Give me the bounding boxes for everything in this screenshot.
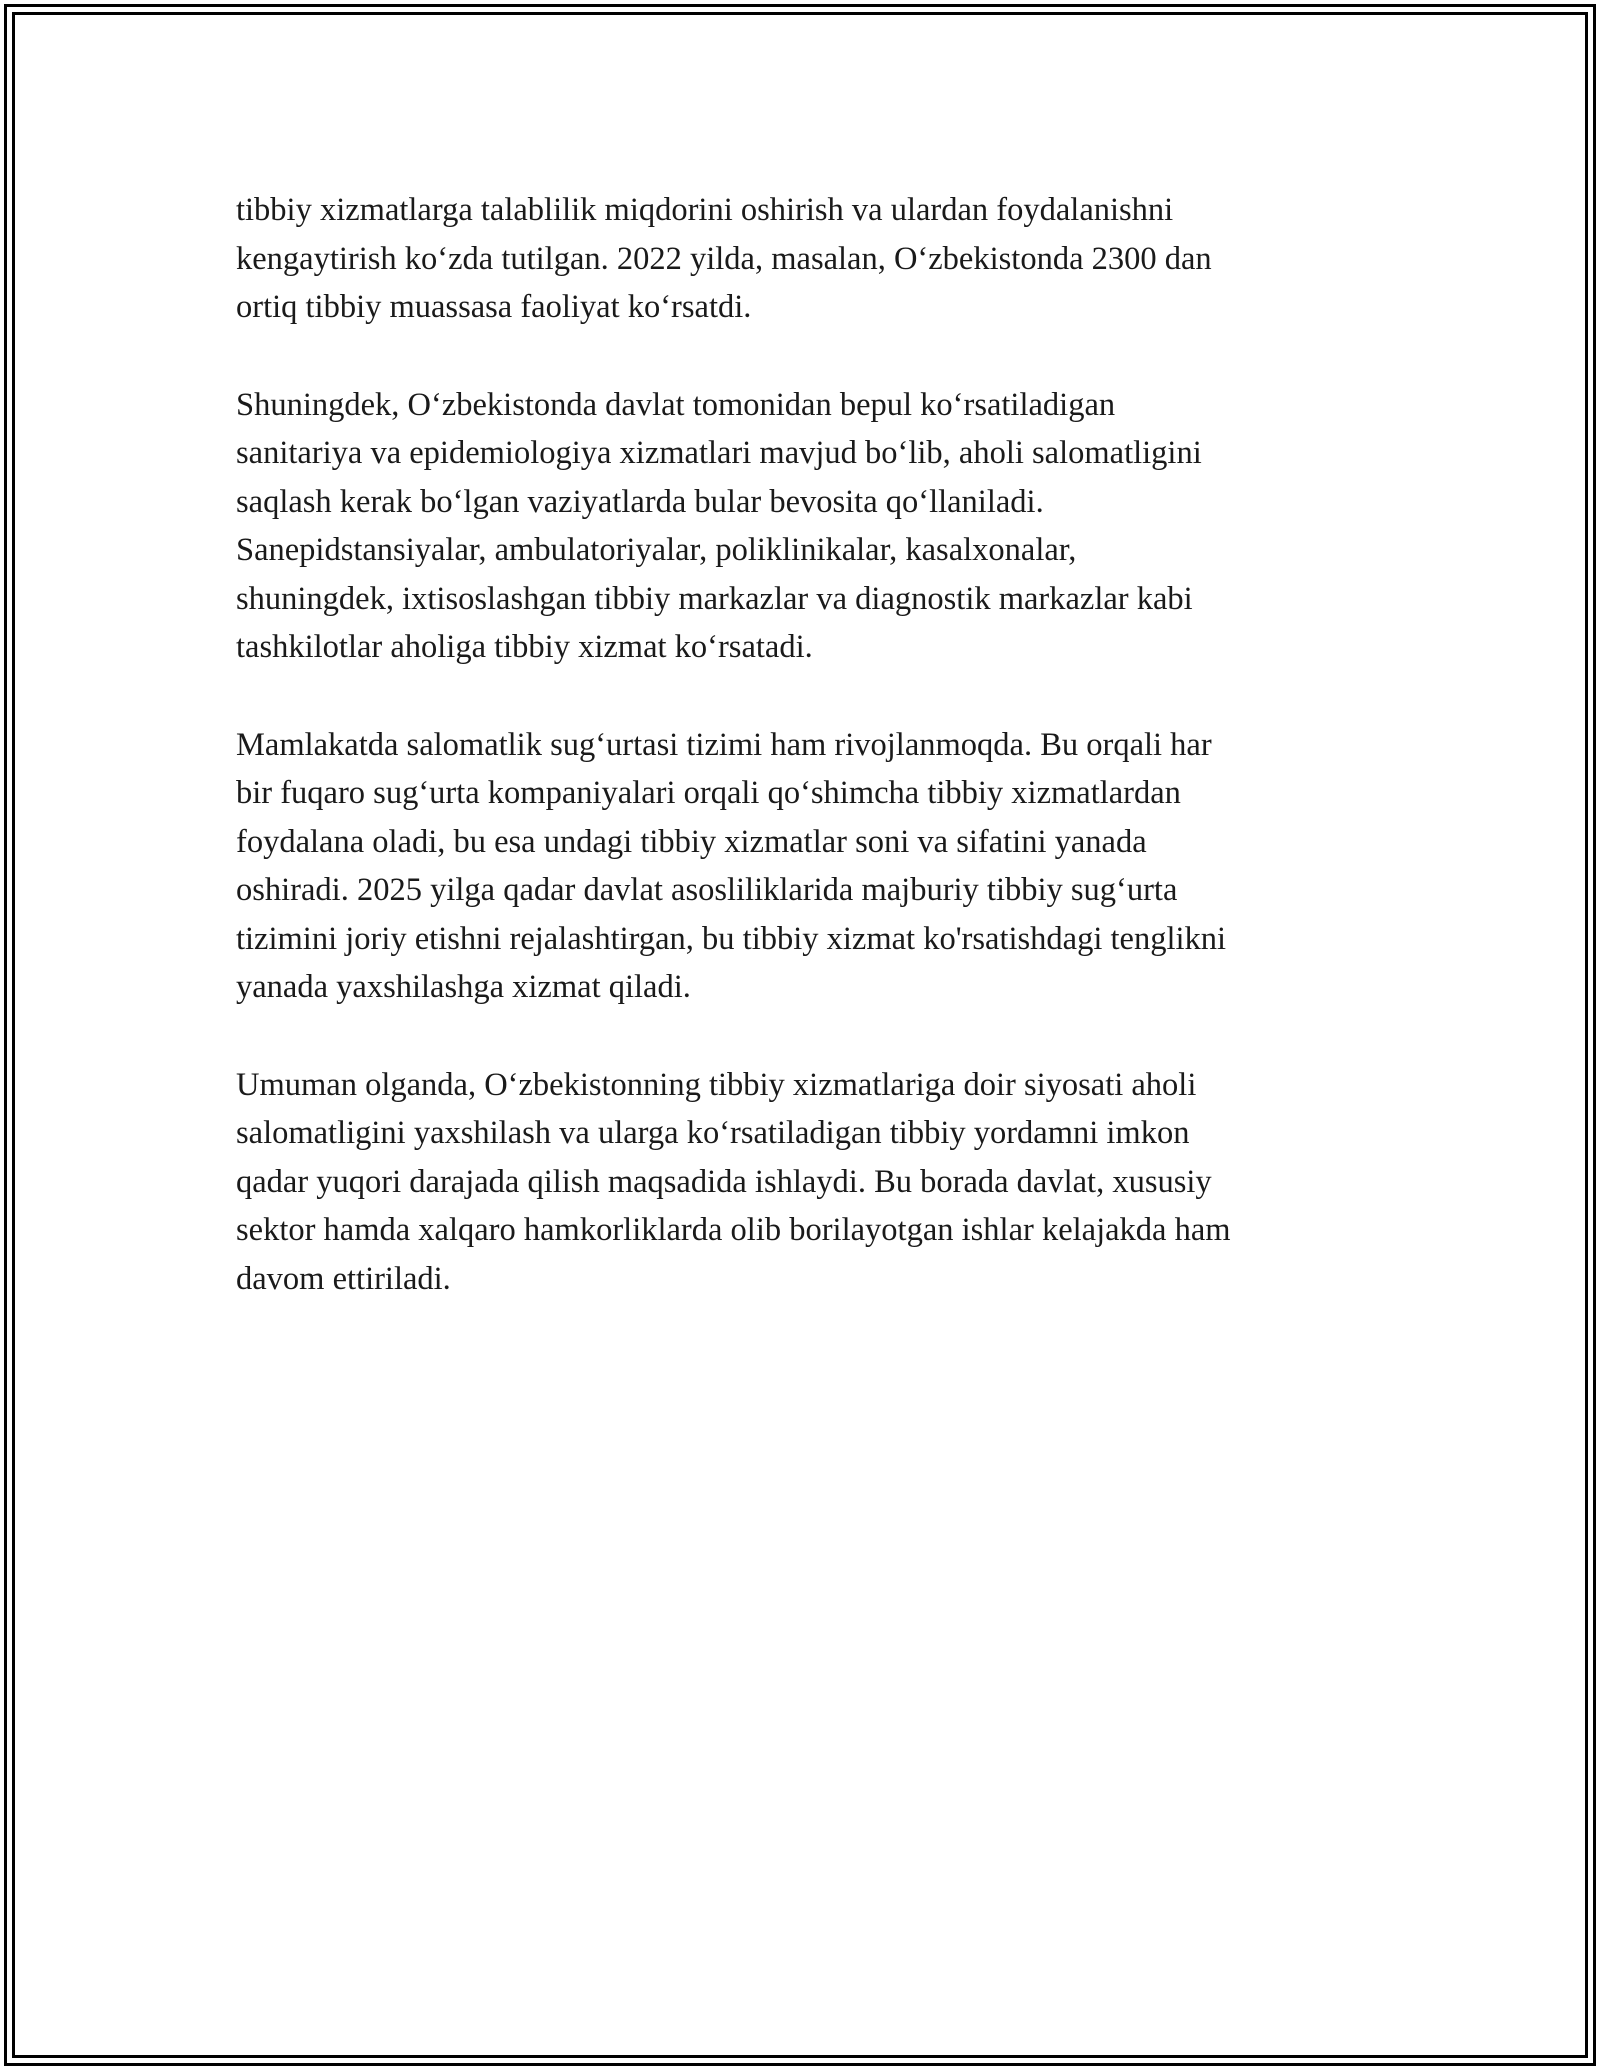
text-line: salomatligini yaxshilash va ularga ko‘rsatiladigan tibbiy yordamni imkon [236, 1115, 1190, 1151]
text-line: saqlash kerak bo‘lgan vaziyatlarda bular bevosita qo‘llaniladi. [236, 483, 1044, 520]
text-line: tibbiy xizmatlarga talablilik miqdorini oshirish va ulardan foydalanishni [236, 192, 1174, 228]
text-line: Mamlakatda salomatlik sug‘urtasi tizimi ham rivojlanmoqda. Bu orqali har [236, 726, 1212, 763]
text-line: sanitariya va epidemiologiya xizmatlari mavjud bo‘lib, aholi salomatligini [236, 435, 1202, 471]
text-line: Sanepidstansiyalar, ambulatoriyalar, poliklinikalar, kasalxonalar, [236, 532, 1077, 568]
document-body [236, 186, 1386, 1352]
text-line: yanada yaxshilashga xizmat qiladi. [236, 969, 691, 1005]
text-line: shuningdek, ixtisoslashgan tibbiy markazlar va diagnostik markazlar kabi [236, 580, 1193, 617]
text-line: bir fuqaro sug‘urta kompaniyalari orqali qo‘shimcha tibbiy xizmatlardan [236, 775, 1181, 811]
text-line: Umuman olganda, O‘zbekistonning tibbiy xizmatlariga doir siyosati aholi [236, 1066, 1197, 1103]
text-line: qadar yuqori darajada qilish maqsadida ishlaydi. Bu borada davlat, xususiy [236, 1163, 1212, 1200]
text-line: foydalana oladi, bu esa undagi tibbiy xizmatlar soni va sifatini yanada [236, 823, 1147, 860]
text-line: oshiradi. 2025 yilga qadar davlat asosliliklarida majburiy tibbiy sug‘urta [236, 872, 1178, 908]
text-line: tashkilotlar aholiga tibbiy xizmat ko‘rsatadi. [236, 629, 813, 665]
paragraph-4 [236, 1061, 1386, 1304]
text-line: tizimini joriy etishni rejalashtirgan, bu tibbiy xizmat ko'rsatishdagi tenglikni [236, 920, 1227, 957]
text-line: ortiq tibbiy muassasa faoliyat ko‘rsatdi. [236, 289, 752, 325]
paragraph-1 [236, 186, 1386, 332]
paragraph-2 [236, 381, 1386, 672]
paragraph-3 [236, 721, 1386, 1012]
text-line: Shuningdek, O‘zbekistonda davlat tomonidan bepul ko‘rsatiladigan [236, 386, 1116, 423]
text-line: davom ettiriladi. [236, 1260, 451, 1297]
text-line: sektor hamda xalqaro hamkorliklarda olib borilayotgan ishlar kelajakda ham [236, 1212, 1231, 1248]
text-line: kengaytirish ko‘zda tutilgan. 2022 yilda, masalan, O‘zbekistonda 2300 dan [236, 240, 1212, 277]
